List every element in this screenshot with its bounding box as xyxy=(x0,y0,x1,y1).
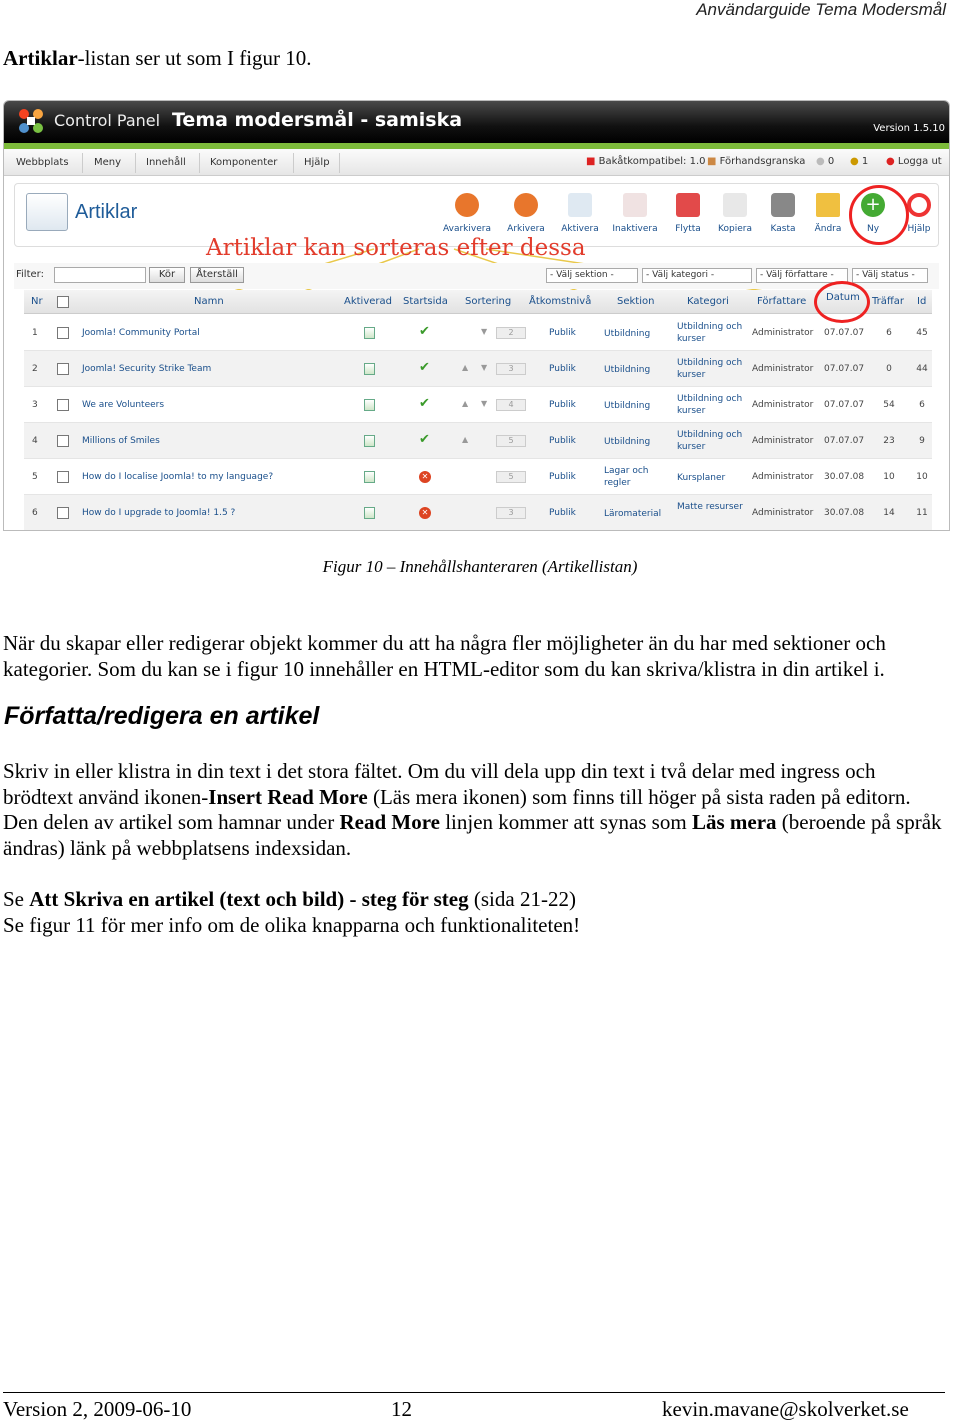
menu-webbplats[interactable]: Webbplats xyxy=(16,157,69,168)
order-down-icon[interactable]: ▼ xyxy=(481,363,488,372)
row-number: 2 xyxy=(32,364,38,374)
date-value: 07.07.07 xyxy=(824,436,865,446)
author-name: Administrator xyxy=(752,364,814,374)
paragraph-3: Se Att Skriva en artikel (text och bild) - steg för steg (sida 21-22) xyxy=(3,887,576,911)
col-nr: Nr xyxy=(31,296,43,307)
published-icon[interactable] xyxy=(364,435,375,447)
preview-icon: ■ xyxy=(707,156,717,167)
help-button[interactable]: Hjälp xyxy=(894,193,944,234)
menu-meny[interactable]: Meny xyxy=(94,157,122,168)
date-value: 30.07.08 xyxy=(824,508,865,518)
frontpage-no-icon[interactable]: ✕ xyxy=(419,471,431,483)
move-button[interactable]: Flytta xyxy=(663,193,713,234)
highlight-new-circle xyxy=(849,185,909,245)
published-icon[interactable] xyxy=(364,363,375,375)
frontpage-check-icon[interactable]: ✔ xyxy=(419,324,430,339)
row-number: 6 xyxy=(32,508,38,518)
edit-button[interactable]: Ändra xyxy=(803,193,853,234)
copy-icon xyxy=(723,193,747,217)
row-checkbox[interactable] xyxy=(57,399,69,411)
section-link[interactable]: Utbildning xyxy=(604,329,651,339)
page-number: 12 xyxy=(391,1397,412,1421)
frontpage-no-icon[interactable]: ✕ xyxy=(419,507,431,519)
access-link[interactable]: Publik xyxy=(549,400,576,410)
category-link[interactable]: Kursplaner xyxy=(677,473,726,483)
section-link[interactable]: Utbildning xyxy=(604,365,651,375)
archive-button[interactable]: Arkivera xyxy=(501,193,551,234)
move-icon xyxy=(676,193,700,217)
reset-button[interactable]: Återställ xyxy=(190,267,244,283)
sort-annotation: Artiklar kan sorteras efter dessa xyxy=(206,235,586,261)
access-link[interactable]: Publik xyxy=(549,508,576,518)
published-icon[interactable] xyxy=(364,399,375,411)
row-number: 5 xyxy=(32,472,38,482)
col-date[interactable]: Datum xyxy=(826,292,860,303)
hits-value: 10 xyxy=(883,472,895,482)
compat-status: ■ Bakåtkompatibel: 1.0 xyxy=(586,156,706,167)
footer-version: Version 2, 2009-06-10 xyxy=(3,1397,192,1421)
unpublish-button[interactable]: Inaktivera xyxy=(610,193,660,234)
section-heading: Författa/redigera en artikel xyxy=(4,702,320,730)
col-hits[interactable]: Träffar xyxy=(872,296,905,307)
table-row[interactable] xyxy=(24,423,932,459)
filter-input[interactable] xyxy=(54,267,146,283)
row-checkbox[interactable] xyxy=(57,435,69,447)
table-header xyxy=(24,290,932,314)
author-name: Administrator xyxy=(752,436,814,446)
help-icon xyxy=(907,193,931,217)
col-frontpage[interactable]: Startsida xyxy=(403,296,448,307)
messages-icon: ● xyxy=(816,156,825,167)
order-input[interactable]: 2 xyxy=(496,327,526,339)
select-all-checkbox[interactable] xyxy=(57,296,69,308)
control-panel-label: Control Panel xyxy=(54,111,161,130)
category-link[interactable]: Utbildning och kurser xyxy=(677,358,743,380)
row-checkbox[interactable] xyxy=(57,471,69,483)
access-link[interactable]: Publik xyxy=(549,328,576,338)
published-icon[interactable] xyxy=(364,507,375,519)
trash-icon xyxy=(771,193,795,217)
section-select[interactable]: - Välj sektion - xyxy=(546,268,638,283)
article-name-link[interactable]: How do I localise Joomla! to my language? xyxy=(82,472,274,482)
logout-icon: ● xyxy=(886,156,895,167)
frontpage-check-icon[interactable]: ✔ xyxy=(419,360,430,375)
order-up-icon[interactable]: ▲ xyxy=(462,399,469,408)
id-value: 9 xyxy=(919,436,925,446)
col-id[interactable]: Id xyxy=(917,296,927,307)
category-link[interactable]: Matte resurser xyxy=(677,502,743,512)
intro-bold: Artiklar xyxy=(3,46,78,70)
order-up-icon[interactable]: ▲ xyxy=(462,435,469,444)
trash-button[interactable]: Kasta xyxy=(758,193,808,234)
section-link[interactable]: Utbildning xyxy=(604,437,651,447)
col-ordering[interactable]: Sortering xyxy=(465,296,512,307)
access-link[interactable]: Publik xyxy=(549,436,576,446)
menu-hjalp[interactable]: Hjälp xyxy=(304,157,330,168)
site-title: Tema modersmål - samiska xyxy=(172,109,463,131)
figure-screenshot xyxy=(3,100,950,531)
paragraph-2: Skriv in eller klistra in din text i det stora fältet. Om du vill dela upp din text i två delar med ingress och brödtext använd ikonen-Insert Read More (Läs mera ikonen) som finns till höger på sista raden på editorn. Den delen av artikel som hamnar under Read More linjen kommer att synas som Läs mera (beroende på språk ändras) länk på webbplatsens indexsidan. xyxy=(3,759,942,860)
category-link[interactable]: Utbildning och kurser xyxy=(677,394,743,416)
order-down-icon[interactable]: ▼ xyxy=(481,327,488,336)
date-value: 30.07.08 xyxy=(824,472,865,482)
col-access[interactable]: Åtkomstnivå xyxy=(529,296,592,307)
copy-button[interactable]: Kopiera xyxy=(710,193,760,234)
col-author[interactable]: Författare xyxy=(757,296,807,307)
version-label: Version 1.5.10 xyxy=(873,123,945,134)
row-checkbox[interactable] xyxy=(57,507,69,519)
id-value: 44 xyxy=(916,364,928,374)
intro-line xyxy=(3,46,312,71)
category-link[interactable]: Utbildning och kurser xyxy=(677,430,743,452)
article-name-link[interactable]: Joomla! Security Strike Team xyxy=(82,364,212,374)
id-value: 11 xyxy=(916,508,928,518)
section-link[interactable]: Läromaterial xyxy=(604,509,662,519)
date-value: 07.07.07 xyxy=(824,364,865,374)
frontpage-check-icon[interactable]: ✔ xyxy=(419,396,430,411)
section-link[interactable]: Lagar och regler xyxy=(604,466,649,488)
category-select[interactable]: - Välj kategori - xyxy=(642,268,752,283)
figure-caption: Figur 10 – Innehållshanteraren (Artikellistan) xyxy=(322,557,638,576)
articles-page-title: Artiklar xyxy=(75,201,138,223)
row-number: 1 xyxy=(32,328,38,338)
archive-icon xyxy=(514,193,538,217)
author-select[interactable]: - Välj författare - xyxy=(756,268,848,283)
status-select[interactable]: - Välj status - xyxy=(852,268,928,283)
frontpage-check-icon[interactable]: ✔ xyxy=(419,432,430,447)
author-name: Administrator xyxy=(752,328,814,338)
col-name[interactable]: Namn xyxy=(194,296,224,307)
compat-icon: ■ xyxy=(586,156,596,167)
new-button[interactable]: + Ny xyxy=(848,193,898,234)
table-row[interactable] xyxy=(24,459,932,495)
hits-value: 23 xyxy=(883,436,895,446)
edit-icon xyxy=(816,193,840,217)
published-icon[interactable] xyxy=(364,327,375,339)
order-input[interactable]: 5 xyxy=(496,471,526,483)
table-row[interactable] xyxy=(24,387,932,423)
joomla-logo-icon xyxy=(16,106,46,136)
row-checkbox[interactable] xyxy=(57,363,69,375)
access-link[interactable]: Publik xyxy=(549,472,576,482)
footer-email: kevin.mavane@skolverket.se xyxy=(662,1397,909,1421)
row-checkbox[interactable] xyxy=(57,327,69,339)
row-number: 4 xyxy=(32,436,38,446)
hits-value: 6 xyxy=(886,328,892,338)
intro-rest: -listan ser ut som I figur 10. xyxy=(77,46,312,70)
articles-icon xyxy=(26,193,68,231)
unpublish-icon xyxy=(623,193,647,217)
users-icon: ● xyxy=(850,156,859,167)
table-row[interactable] xyxy=(24,315,932,351)
messages-count[interactable]: ● 0 xyxy=(816,156,835,167)
logout-link[interactable]: ● Logga ut xyxy=(886,156,942,167)
unarchive-button[interactable]: Avarkivera xyxy=(442,193,492,234)
order-up-icon[interactable]: ▲ xyxy=(462,363,469,372)
paragraph-4: Se figur 11 för mer info om de olika knapparna och funktionaliteten! xyxy=(3,913,581,937)
author-name: Administrator xyxy=(752,400,814,410)
section-link[interactable]: Utbildning xyxy=(604,401,651,411)
date-value: 07.07.07 xyxy=(824,400,865,410)
hits-value: 0 xyxy=(886,364,892,374)
footer-rule xyxy=(3,1392,945,1393)
preview-link[interactable]: ■ Förhandsgranska xyxy=(707,156,806,167)
paragraph-1: När du skapar eller redigerar objekt kommer du att ha några fler möjligheter än du har med sektioner och kategorier. Som du kan se i figur 10 innehåller en HTML-editor som du kan skriva/klistra in din artikel i. xyxy=(3,631,886,681)
running-header: Användarguide Tema Modersmål xyxy=(696,0,946,19)
article-name-link[interactable]: Millions of Smiles xyxy=(82,436,160,446)
table-row[interactable] xyxy=(24,351,932,387)
category-link[interactable]: Utbildning och kurser xyxy=(677,322,743,344)
publish-button[interactable]: Aktivera xyxy=(555,193,605,234)
access-link[interactable]: Publik xyxy=(549,364,576,374)
order-down-icon[interactable]: ▼ xyxy=(481,399,488,408)
author-name: Administrator xyxy=(752,508,814,518)
order-input[interactable]: 3 xyxy=(496,363,526,375)
col-section[interactable]: Sektion xyxy=(617,296,655,307)
filter-label: Filter: xyxy=(16,269,44,280)
order-input[interactable]: 5 xyxy=(496,435,526,447)
hits-value: 54 xyxy=(883,400,895,410)
article-name-link[interactable]: We are Volunteers xyxy=(82,400,165,410)
users-count[interactable]: ● 1 xyxy=(850,156,869,167)
menu-bar xyxy=(4,149,950,176)
order-input[interactable]: 3 xyxy=(496,507,526,519)
date-value: 07.07.07 xyxy=(824,328,865,338)
table-row[interactable] xyxy=(24,495,932,531)
admin-topbar xyxy=(4,101,950,143)
id-value: 45 xyxy=(916,328,928,338)
row-number: 3 xyxy=(32,400,38,410)
order-input[interactable]: 4 xyxy=(496,399,526,411)
publish-icon xyxy=(568,193,592,217)
id-value: 6 xyxy=(919,400,925,410)
author-name: Administrator xyxy=(752,472,814,482)
published-icon[interactable] xyxy=(364,471,375,483)
menu-innehall[interactable]: Innehåll xyxy=(146,157,186,168)
col-category[interactable]: Kategori xyxy=(687,296,729,307)
article-name-link[interactable]: Joomla! Community Portal xyxy=(82,328,200,338)
id-value: 10 xyxy=(916,472,928,482)
go-button[interactable]: Kör xyxy=(149,267,185,283)
menu-komponenter[interactable]: Komponenter xyxy=(210,157,278,168)
unarchive-icon xyxy=(455,193,479,217)
hits-value: 14 xyxy=(883,508,895,518)
article-name-link[interactable]: How do I upgrade to Joomla! 1.5 ? xyxy=(82,508,236,518)
plus-icon: + xyxy=(861,193,885,217)
col-published[interactable]: Aktiverad xyxy=(344,296,392,307)
